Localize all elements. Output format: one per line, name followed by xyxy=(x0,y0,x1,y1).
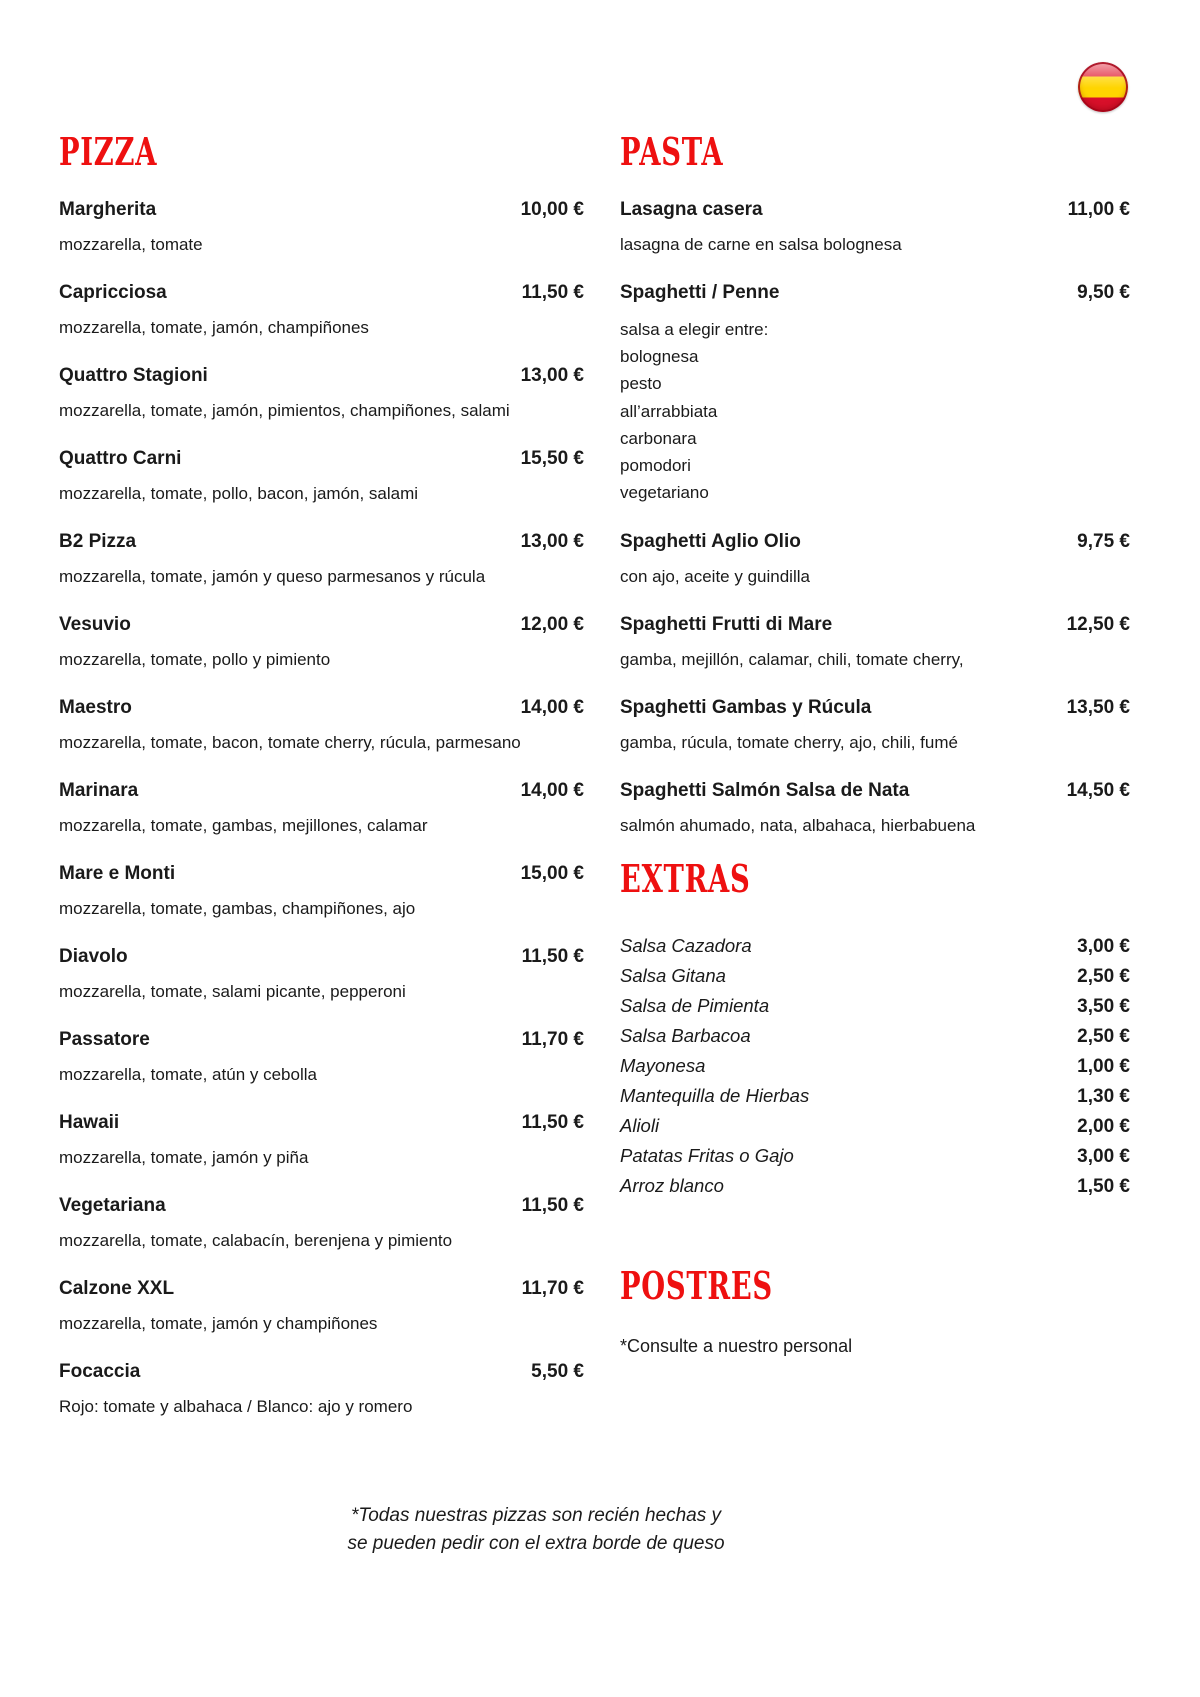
item-description: mozzarella, tomate xyxy=(59,235,203,254)
pizza-section-title: PIZZA xyxy=(59,129,158,174)
pasta-section-title: PASTA xyxy=(620,129,724,174)
item-name: Salsa Gitana xyxy=(620,965,726,987)
postres-section-title: POSTRES xyxy=(620,1263,773,1309)
menu-item xyxy=(620,281,1130,506)
item-price: 14,00 € xyxy=(520,697,584,718)
item-price: 10,00 € xyxy=(520,199,584,220)
sauce-option: pomodori xyxy=(620,456,691,476)
menu-item xyxy=(59,281,584,340)
item-price: 11,50 € xyxy=(521,946,584,967)
item-price: 11,50 € xyxy=(521,282,584,303)
item-name: Salsa de Pimienta xyxy=(620,995,770,1017)
item-name: Spaghetti Frutti di Mare xyxy=(620,614,833,636)
item-price: 1,00 € xyxy=(1077,1056,1130,1078)
sauce-option: all’arrabbiata xyxy=(620,401,718,421)
item-description: gamba, mejillón, calamar, chili, tomate cherry, xyxy=(620,650,964,670)
item-name: Spaghetti / Penne xyxy=(620,282,780,303)
menu-item xyxy=(620,198,1130,257)
item-name: Alioli xyxy=(620,1115,660,1137)
menu-item xyxy=(59,364,584,423)
item-name: Salsa Cazadora xyxy=(620,935,752,957)
item-description: lasagna de carne en salsa bolognesa xyxy=(620,235,902,254)
item-name: Lasagna casera xyxy=(620,199,763,220)
item-name: Patatas Fritas o Gajo xyxy=(620,1145,794,1167)
item-price: 1,50 € xyxy=(1077,1176,1130,1198)
item-description: con ajo, aceite y guindilla xyxy=(620,567,810,587)
item-price: 5,50 € xyxy=(531,1361,584,1382)
item-description: mozzarella, tomate, pollo, bacon, jamón, salami xyxy=(59,484,419,503)
item-name: Marinara xyxy=(59,780,139,801)
item-price: 12,00 € xyxy=(520,614,584,635)
extra-item xyxy=(620,1081,1130,1111)
item-price: 9,75 € xyxy=(1077,531,1130,553)
item-price: 14,00 € xyxy=(520,780,584,801)
item-name: Maestro xyxy=(59,697,132,718)
sauce-option: pesto xyxy=(620,374,662,394)
item-name: Spaghetti Salmón Salsa de Nata xyxy=(620,780,910,802)
pizza-section xyxy=(59,129,584,1443)
item-name: Hawaii xyxy=(59,1112,120,1133)
item-name: B2 Pizza xyxy=(59,531,137,552)
item-name: Margherita xyxy=(59,199,157,220)
menu-item xyxy=(59,1277,584,1336)
extra-item xyxy=(620,1021,1130,1051)
extra-item xyxy=(620,991,1130,1021)
extra-item xyxy=(620,1051,1130,1081)
item-name: Diavolo xyxy=(59,946,128,967)
item-price: 2,00 € xyxy=(1077,1116,1130,1138)
item-name: Capricciosa xyxy=(59,282,167,303)
item-price: 13,00 € xyxy=(520,365,584,386)
extra-item xyxy=(620,1141,1130,1171)
menu-item xyxy=(59,779,584,838)
postres-note: *Consulte a nuestro personal xyxy=(620,1336,853,1357)
item-name: Arroz blanco xyxy=(620,1175,724,1197)
menu-item xyxy=(59,1194,584,1253)
item-description: gamba, rúcula, tomate cherry, ajo, chili, fumé xyxy=(620,733,958,753)
item-price: 3,00 € xyxy=(1077,1146,1130,1168)
item-price: 13,00 € xyxy=(520,531,584,552)
item-price: 15,50 € xyxy=(520,448,584,469)
item-name: Spaghetti Gambas y Rúcula xyxy=(620,697,872,719)
item-price: 11,50 € xyxy=(521,1112,584,1133)
item-price: 1,30 € xyxy=(1077,1086,1130,1108)
item-name: Quattro Stagioni xyxy=(59,365,208,386)
item-description: mozzarella, tomate, bacon, tomate cherry, rúcula, parmesano xyxy=(59,733,521,752)
item-price: 14,50 € xyxy=(1066,780,1130,802)
menu-item xyxy=(59,1111,584,1170)
menu-item xyxy=(59,447,584,506)
item-description: mozzarella, tomate, jamón y queso parmesanos y rúcula xyxy=(59,567,486,586)
menu-item xyxy=(59,198,584,257)
footer-line-1: *Todas nuestras pizzas son recién hechas y xyxy=(350,1505,721,1526)
menu-item xyxy=(620,696,1130,755)
menu-item xyxy=(59,1028,584,1087)
item-price: 3,50 € xyxy=(1077,996,1130,1018)
sauce-option: vegetariano xyxy=(620,483,709,503)
item-description: mozzarella, tomate, atún y cebolla xyxy=(59,1065,317,1084)
extras-section-title: EXTRAS xyxy=(620,856,751,902)
item-name: Vesuvio xyxy=(59,614,131,635)
item-name: Spaghetti Aglio Olio xyxy=(620,531,801,553)
menu-item xyxy=(59,696,584,755)
item-name: Calzone XXL xyxy=(59,1278,175,1299)
item-name: Passatore xyxy=(59,1029,150,1050)
menu-item xyxy=(620,530,1130,589)
menu-item xyxy=(620,613,1130,672)
item-price: 11,50 € xyxy=(521,1195,584,1216)
item-price: 12,50 € xyxy=(1066,614,1130,636)
extra-item xyxy=(620,961,1130,991)
item-description: mozzarella, tomate, salami picante, pepperoni xyxy=(59,982,406,1001)
item-description: mozzarella, tomate, jamón y piña xyxy=(59,1148,309,1167)
item-name: Mayonesa xyxy=(620,1055,706,1077)
item-price: 11,00 € xyxy=(1067,199,1130,220)
sauce-option: bolognesa xyxy=(620,347,699,367)
item-name: Vegetariana xyxy=(59,1195,166,1216)
item-description: mozzarella, tomate, calabacín, berenjena y pimiento xyxy=(59,1231,453,1250)
extra-item xyxy=(620,931,1130,961)
item-description: mozzarella, tomate, pollo y pimiento xyxy=(59,650,331,669)
sauce-option: carbonara xyxy=(620,428,697,448)
item-price: 11,70 € xyxy=(521,1029,584,1050)
menu-item xyxy=(59,862,584,921)
footer-line-2: se pueden pedir con el extra borde de queso xyxy=(347,1533,725,1554)
item-price: 9,50 € xyxy=(1077,282,1130,303)
item-price: 15,00 € xyxy=(520,863,584,884)
item-name: Focaccia xyxy=(59,1361,141,1382)
item-name: Mare e Monti xyxy=(59,863,176,884)
item-description: salmón ahumado, nata, albahaca, hierbabuena xyxy=(620,816,976,836)
item-price: 3,00 € xyxy=(1077,936,1130,958)
item-description: mozzarella, tomate, jamón, champiñones xyxy=(59,318,369,337)
menu-item xyxy=(59,945,584,1004)
extras-section xyxy=(620,931,1130,1201)
item-description: mozzarella, tomate, jamón y champiñones xyxy=(59,1314,378,1333)
menu-item xyxy=(620,779,1130,838)
footer-note xyxy=(0,1502,1072,1558)
extra-item xyxy=(620,1171,1130,1201)
item-name: Quattro Carni xyxy=(59,448,182,469)
item-description: Rojo: tomate y albahaca / Blanco: ajo y romero xyxy=(59,1397,413,1416)
menu-item xyxy=(59,613,584,672)
item-description: mozzarella, tomate, gambas, champiñones, ajo xyxy=(59,899,416,918)
spain-flag-icon xyxy=(1078,62,1128,112)
item-price: 2,50 € xyxy=(1077,966,1130,988)
menu-item xyxy=(59,530,584,589)
pasta-section xyxy=(620,129,1130,1358)
item-name: Salsa Barbacoa xyxy=(620,1025,751,1047)
menu-item xyxy=(59,1360,584,1419)
item-description: mozzarella, tomate, gambas, mejillones, calamar xyxy=(59,816,428,835)
item-price: 13,50 € xyxy=(1066,697,1130,719)
item-description xyxy=(620,316,1130,506)
extra-item xyxy=(620,1111,1130,1141)
item-name: Mantequilla de Hierbas xyxy=(620,1085,810,1107)
item-description: mozzarella, tomate, jamón, pimientos, champiñones, salami xyxy=(59,401,510,420)
sauce-option: salsa a elegir entre: xyxy=(620,320,769,339)
item-price: 11,70 € xyxy=(521,1278,584,1299)
item-price: 2,50 € xyxy=(1077,1026,1130,1048)
